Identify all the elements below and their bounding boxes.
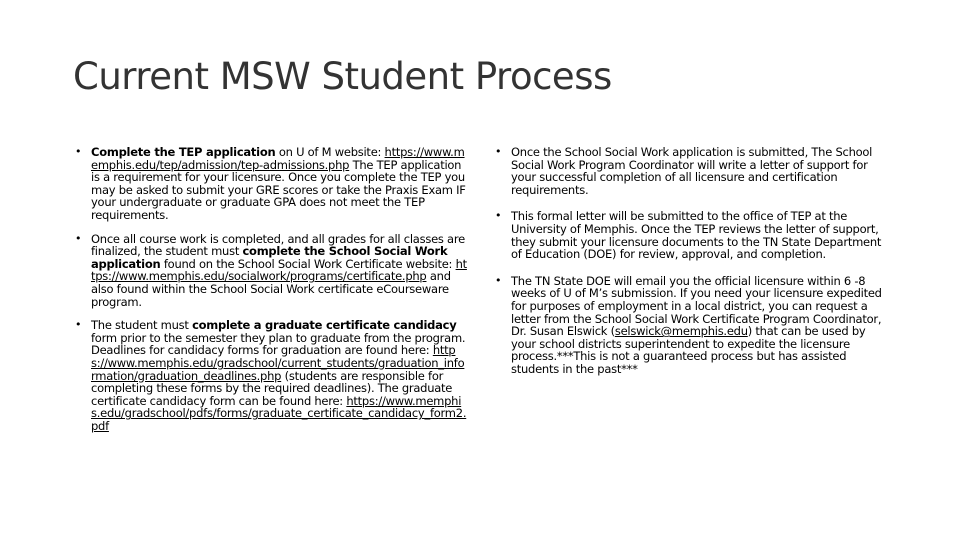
bold-text: complete the School Social Work application [91, 244, 448, 271]
body-text: Once the School Social Work application is submitted, The School Social Work Program Coordinator will write a letter of support for your successful completion of all licensure and certification requirements. [511, 145, 873, 197]
list-item [493, 210, 887, 260]
body-text: and also found within the School Social Work certificate eCourseware program. [91, 269, 451, 309]
deadlines-link[interactable]: https://www.memphis.edu/gradschool/current_students/graduation_information/graduation_deadlines.php [91, 343, 465, 383]
email-link[interactable]: selswick@memphis.edu [614, 324, 748, 339]
body-text: ) that can be used by your school districts superintendent to expedite the licensure process.***This is not a guaranteed process but has assisted students in the past*** [511, 324, 866, 376]
bold-text: Complete the TEP application [91, 145, 276, 159]
slide-title: Current MSW Student Process [73, 55, 612, 98]
bullet-icon: • [495, 209, 502, 223]
tep-link[interactable]: https://www.memphis.edu/tep/admission/tep-admissions.php [91, 145, 465, 172]
body-text: The TN State DOE will email you the official licensure within 6 -8 weeks of U of M’s submission. If you need your licensure expedited for purposes of employment in a local district, you can request a letter from the School Social Work Certificate Program Coordinator, Dr. Susan Elswick ( [511, 273, 882, 339]
body-text: Once all course work is completed, and all grades for all classes are finalized, the student must [91, 231, 465, 259]
bullet-icon: • [75, 318, 82, 332]
list-item [73, 319, 467, 432]
candidacy-form-link[interactable]: https://www.memphis.edu/gradschool/pdfs/forms/graduate_certificate_candidacy_form2.pdf [91, 393, 467, 433]
bullet-icon: • [495, 273, 502, 287]
bold-text: complete a graduate certificate candidacy [192, 318, 457, 333]
bullet-icon: • [495, 145, 502, 158]
body-text: This formal letter will be submitted to the office of TEP at the University of Memphis. Once the TEP reviews the letter of support, they submit your licensure documents to the TN State Department of Education (DOE) for review, approval, and completion. [511, 209, 882, 262]
body-text: The student must [91, 318, 193, 333]
list-item [493, 146, 887, 196]
list-item [73, 146, 467, 222]
left-column [73, 146, 467, 443]
body-text: (students are responsible for completing these forms by the required deadlines). The graduate certificate candidacy form can be found here: [91, 368, 453, 408]
list-item [493, 275, 887, 376]
bullet-icon: • [75, 145, 82, 158]
body-text: found on the School Social Work Certificate website: [160, 256, 456, 271]
body-text: form prior to the semester they plan to graduate from the program. Deadlines for candidacy forms for graduation are found here: [91, 330, 466, 358]
body-text: on U of M website: [275, 145, 385, 159]
certificate-link[interactable]: https://www.memphis.edu/socialwork/programs/certificate.php [91, 256, 467, 284]
bullet-icon: • [75, 231, 82, 245]
list-item [73, 233, 467, 309]
right-column [493, 146, 887, 390]
body-text: The TEP application is a requirement for your licensure. Once you complete the TEP you may be asked to submit your GRE scores or take the Praxis Exam IF your undergraduate or graduate GPA does not meet the TEP requirements. [91, 157, 466, 222]
